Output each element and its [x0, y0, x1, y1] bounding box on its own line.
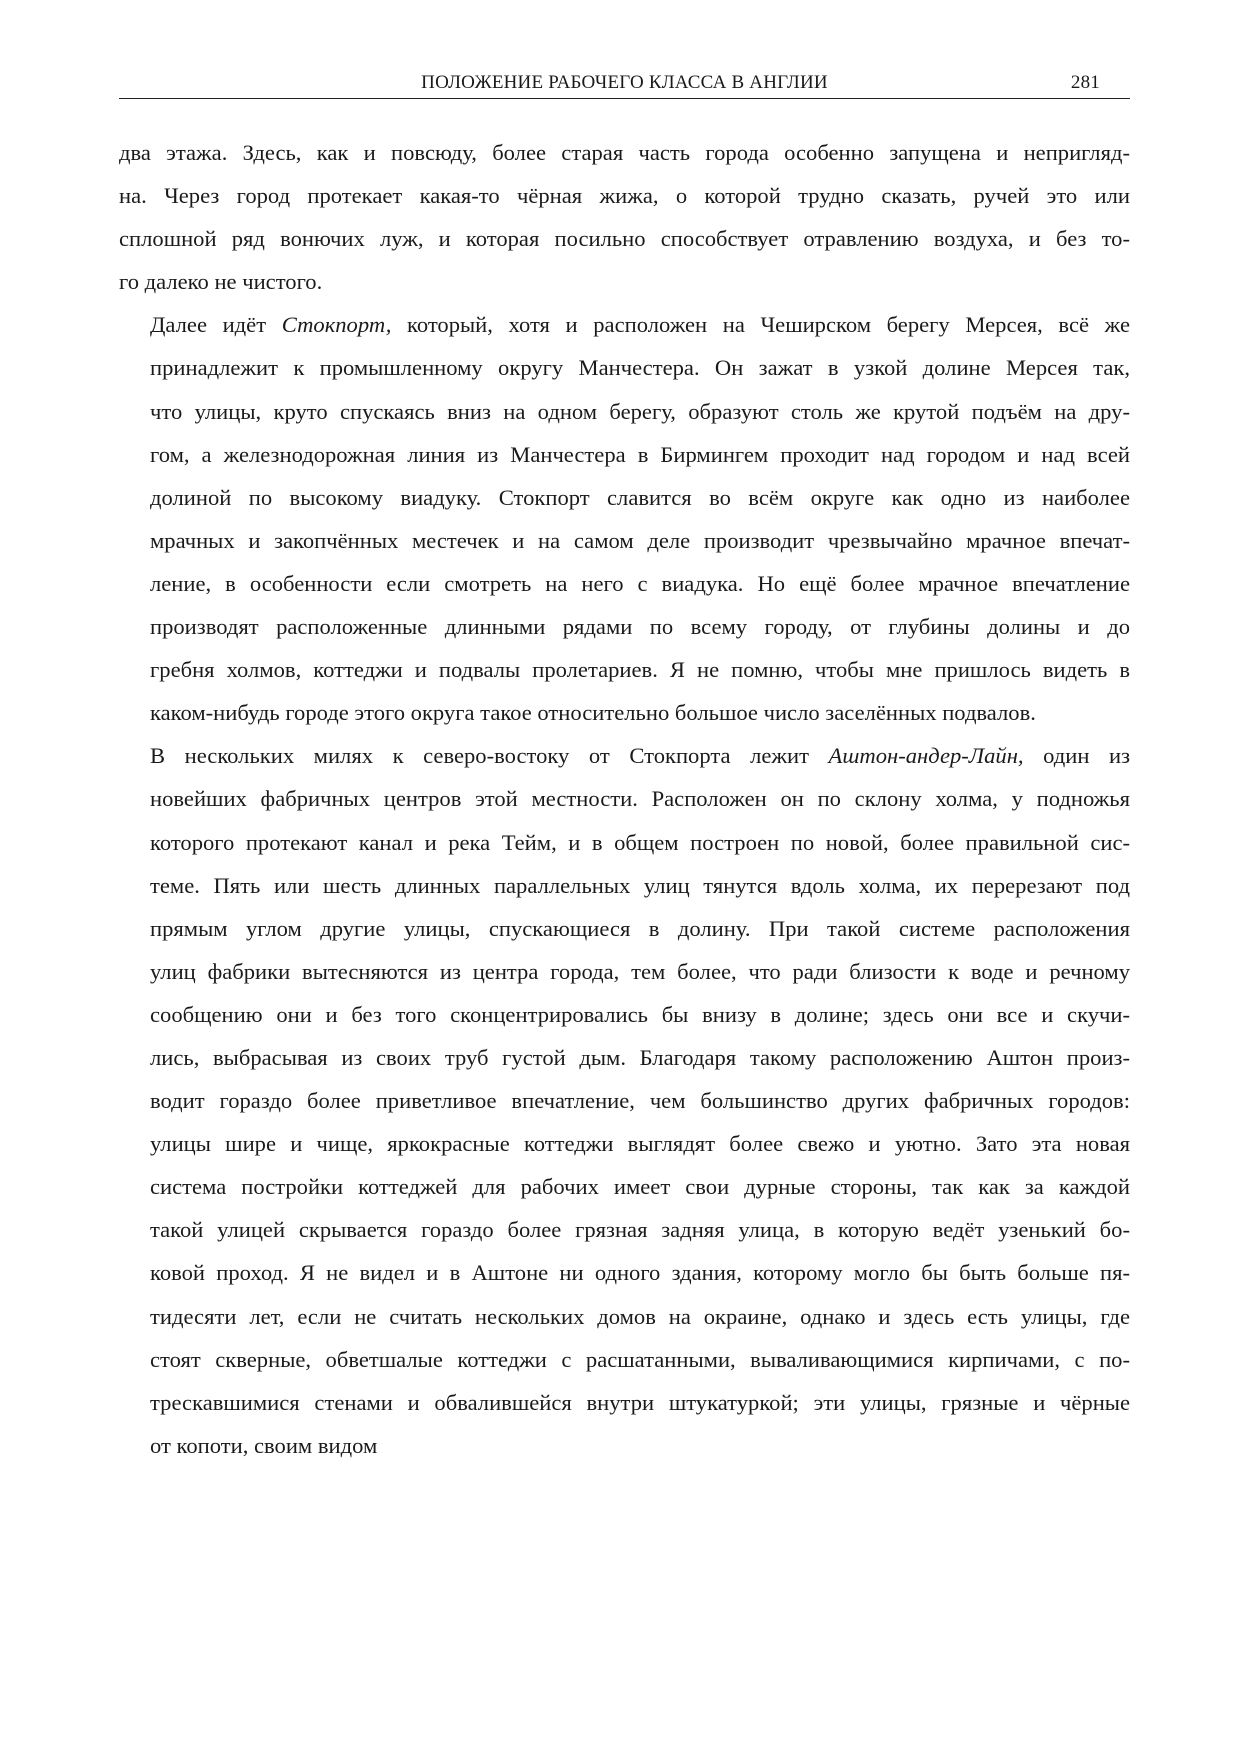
text-line: что улицы, круто спускаясь вниз на одном берегу, образуют столь же крутой подъём на дру- — [150, 398, 1130, 424]
text-line: мрачных и закопчённых местечек и на самом деле производит чрезвычайно мрачное впечат- — [150, 527, 1130, 553]
paragraph — [119, 131, 1130, 303]
text-line: прямым углом другие улицы, спускающиеся в долину. При такой системе расположения — [150, 915, 1130, 941]
text-line: тидесяти лет, если не считать нескольких домов на окраине, однако и здесь есть улицы, где — [150, 1303, 1130, 1329]
text-line: от копоти, своим видом — [150, 1432, 378, 1458]
text-line: теме. Пять или шесть длинных параллельных улиц тянутся вдоль холма, их перерезают под — [150, 872, 1130, 898]
text-line: гом, а железнодорожная линия из Манчестера в Бирмингем проходит над городом и над всей — [150, 441, 1130, 467]
text-line: улиц фабрики вытесняются из центра города, тем более, что ради близости к воде и речному — [150, 958, 1130, 984]
text-line: два этажа. Здесь, как и повсюду, более старая часть города особенно запущена и непригляд- — [119, 140, 1130, 165]
text-line: го далеко не чистого. — [119, 269, 323, 295]
text-line: на. Через город протекает какая-то чёрная жижа, о которой трудно сказать, ручей это или — [119, 183, 1130, 209]
italic-place-name: Стокпорт, — [281, 312, 392, 338]
body-text — [119, 131, 1130, 1467]
text-line: такой улицей скрывается гораздо более грязная задняя улица, в которую ведёт узенький бо- — [150, 1217, 1130, 1243]
page — [119, 72, 1130, 1467]
text-line: новейших фабричных центров этой местности. Расположен он по склону холма, у подножья — [150, 786, 1130, 812]
text-line: сплошной ряд вонючих луж, и которая посильно способствует отравлению воздуха, и без то- — [119, 226, 1130, 252]
text-line: улицы шире и чище, яркокрасные коттеджи выглядят более свежо и уютно. Зато эта новая — [150, 1131, 1130, 1157]
text-line: стоят скверные, обветшалые коттеджи с расшатанными, вываливающимися кирпичами, с по- — [150, 1346, 1130, 1372]
text-line: которого протекают канал и река Тейм, и в общем построен по новой, более правильной сис- — [150, 829, 1130, 855]
text-line: система постройки коттеджей для рабочих имеет свои дурные стороны, так как за каждой — [150, 1174, 1130, 1200]
running-title: ПОЛОЖЕНИЕ РАБОЧЕГО КЛАССА В АНГЛИИ — [421, 72, 828, 93]
text-line: В нескольких милях к северо-востоку от Стокпорта лежит Аштон-андер-Лайн, один из — [150, 743, 1131, 769]
italic-place-name: Аштон-андер-Лайн, — [828, 743, 1024, 769]
text-line: долиной по высокому виадуку. Стокпорт славится во всём округе как одно из наиболее — [150, 484, 1130, 510]
text-line: трескавшимися стенами и обвалившейся внутри штукатуркой; эти улицы, грязные и чёрные — [150, 1389, 1130, 1415]
text-line: ление, в особенности если смотреть на него с виадука. Но ещё более мрачное впечатление — [150, 570, 1130, 596]
text-line: сообщению они и без того сконцентрировались бы внизу в долине; здесь они все и скучи- — [150, 1001, 1130, 1027]
text-line: каком-нибудь городе этого округа такое относительно большое число заселённых подвалов. — [150, 700, 1036, 726]
text-line: водит гораздо более приветливое впечатление, чем большинство других фабричных городов: — [150, 1088, 1130, 1114]
text-line: гребня холмов, коттеджи и подвалы пролетариев. Я не помню, чтобы мне пришлось видеть в — [150, 657, 1130, 683]
text-line: лись, выбрасывая из своих труб густой дым. Благодаря такому расположению Аштон произ- — [150, 1044, 1130, 1070]
paragraph — [119, 303, 1130, 734]
text-line: ковой проход. Я не видел и в Аштоне ни одного здания, которому могло бы быть больше пя- — [150, 1260, 1130, 1286]
page-number: 281 — [1070, 72, 1100, 93]
text-line: Далее идёт Стокпорт, который, хотя и расположен на Чеширском берегу Мерсея, всё же — [150, 312, 1130, 338]
text-line: производят расположенные длинными рядами по всему городу, от глубины долины и до — [150, 614, 1130, 640]
paragraph — [119, 734, 1130, 1467]
text-line: принадлежит к промышленному округу Манчестера. Он зажат в узкой долине Мерсея так, — [150, 355, 1130, 381]
running-header — [119, 72, 1130, 99]
